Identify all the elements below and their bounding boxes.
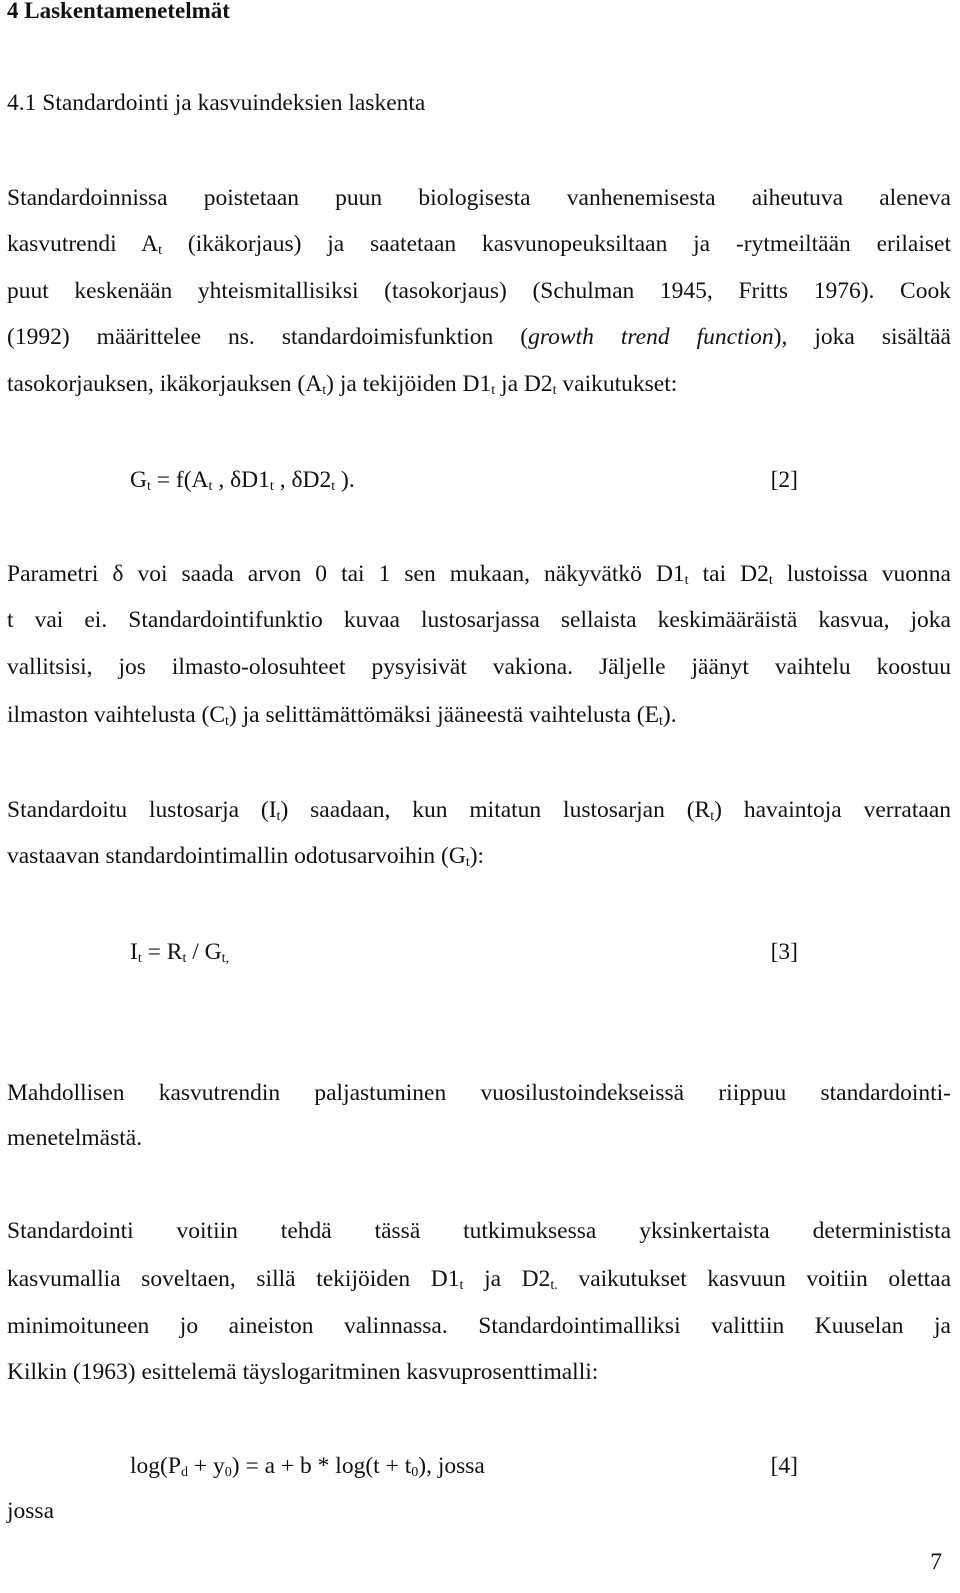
paragraph-line: vastaavan standardointimallin odotusarvoihin $(G_t)$: — [7, 843, 485, 870]
equation-4: $\log(P_d + y_0) = a + b * \log(t + t_0)$, jossa — [130, 1453, 485, 1480]
jossa-label: jossa — [7, 1498, 54, 1524]
paragraph-line: kasvutrendi $A_t$ (ikäkorjaus) ja saatetaan kasvunopeuksiltaan ja -rytmeiltään erilaiset — [7, 231, 951, 258]
paragraph-line: Standardoinnissa poistetaan puun biologisesta vanhenemisesta aiheutuva aleneva — [7, 185, 951, 211]
paragraph-line: Standardointi voitiin tehdä tässä tutkimuksessa yksinkertaista deterministista — [7, 1218, 951, 1244]
equation-number-3: [3] — [770, 939, 798, 965]
paragraph-line: minimoituneen jo aineiston valinnassa. Standardointimalliksi valittiin Kuuselan ja — [7, 1313, 951, 1339]
page-number: 7 — [930, 1549, 942, 1575]
paragraph-line: (1992) määrittelee ns. standardoimisfunktion (growth trend function), joka sisältää — [7, 324, 951, 350]
paragraph-line: Kilkin (1963) esittelemä täyslogaritminen kasvuprosenttimalli: — [7, 1359, 599, 1385]
equation-3: $I_t = R_t / G_{t,}$ — [130, 939, 230, 966]
paragraph-line: tasokorjauksen, ikäkorjauksen $(A_t)$ ja tekijöiden $D1_t$ ja $D2_t$ vaikutukset: — [7, 371, 678, 398]
subsection-heading: 4.1 Standardointi ja kasvuindeksien laskenta — [7, 90, 426, 116]
equation-2: $G_t = f(A_t$ , $\delta D1_t$ , $\delta D2_t$ ). — [130, 467, 355, 494]
paragraph-line: Standardoitu lustosarja $(I_t)$ saadaan, kun mitatun lustosarjan $(R_t)$ havaintoja verrataan — [7, 797, 951, 824]
section-heading: 4 Laskentamenetelmät — [7, 0, 230, 23]
paragraph-line: ilmaston vaihtelusta $(C_t)$ ja selittämättömäksi jääneestä vaihtelusta $(E_t)$. — [7, 702, 677, 729]
paragraph-line: menetelmästä. — [7, 1125, 143, 1151]
equation-number-2: [2] — [770, 467, 798, 493]
paragraph-line: t vai ei. Standardointifunktio kuvaa lustosarjassa sellaista keskimääräistä kasvua, joka — [7, 607, 951, 633]
paragraph-line: puut keskenään yhteismitallisiksi (tasokorjaus) (Schulman 1945, Fritts 1976). Cook — [7, 278, 951, 304]
paragraph-line: vallitsisi, jos ilmasto-olosuhteet pysyisivät vakiona. Jäljelle jäänyt vaihtelu koostuu — [7, 654, 951, 680]
equation-number-4: [4] — [770, 1453, 798, 1479]
paragraph-line: Mahdollisen kasvutrendin paljastuminen vuosilustoindekseissä riippuu standardointi- — [7, 1080, 951, 1106]
paragraph-line: Parametri δ voi saada arvon 0 tai 1 sen mukaan, näkyvätkö $D1_t$ tai $D2_t$ lustoissa vuonna — [7, 561, 951, 588]
paragraph-line: kasvumallia soveltaen, sillä tekijöiden $D1_t$ ja $D2_{t.}$ vaikutukset kasvuun voitiin olettaa — [7, 1266, 951, 1293]
